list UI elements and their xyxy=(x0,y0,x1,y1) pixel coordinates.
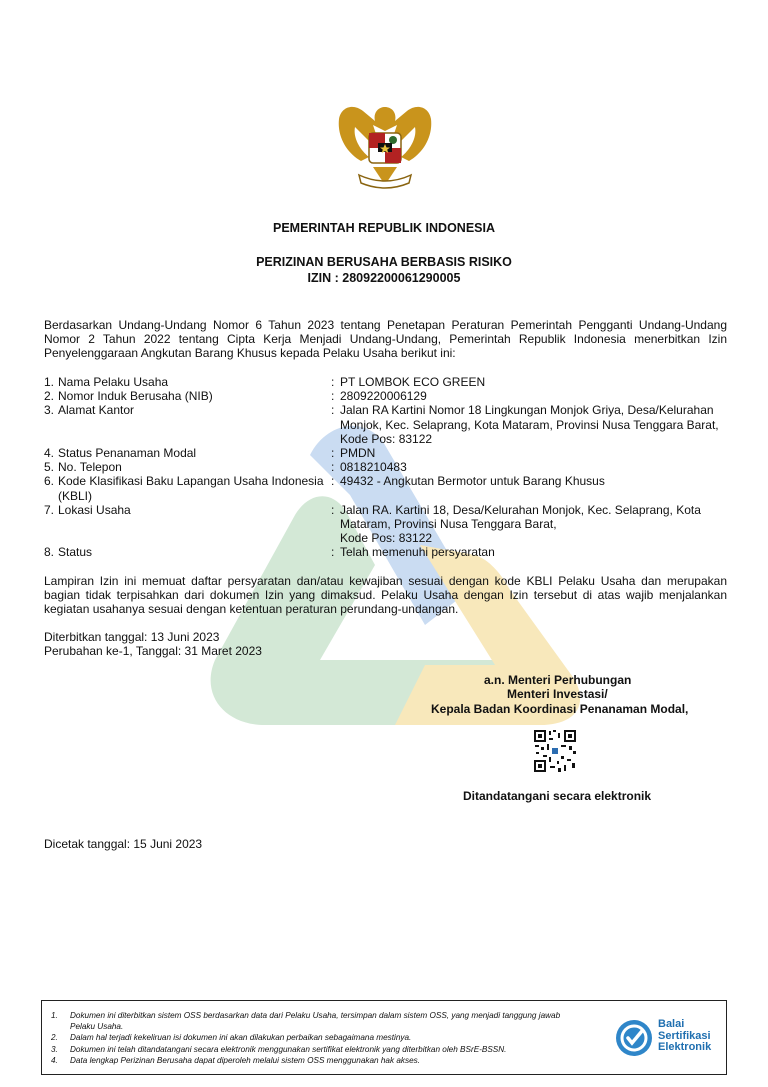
amendment-date: Perubahan ke-1, Tanggal: 31 Maret 2023 xyxy=(44,644,262,658)
business-details xyxy=(44,375,734,560)
field-value-line3: Kode Pos: 83122 xyxy=(340,531,433,546)
field-business-name: 1. Nama Pelaku Usaha : PT LOMBOK ECO GREEN xyxy=(44,375,734,389)
signatory-line-2: Menteri Investasi/ xyxy=(507,687,608,701)
field-number: 3. xyxy=(44,403,55,418)
bsre-line-3: Elektronik xyxy=(658,1041,712,1053)
field-status: 8. Status : Telah memenuhi persyaratan xyxy=(44,545,734,559)
field-value: Jalan RA. Kartini 18, Desa/Kelurahan Monjok, Kec. Selaprang, Kota xyxy=(340,502,701,517)
bsre-logo xyxy=(614,1016,714,1060)
field-number: 7. xyxy=(44,502,55,517)
footnote-item: 2. Dalam hal terjadi kekeliruan isi dokumen ini akan dilakukan perbaikan sebagaimana mestinya. xyxy=(51,1033,412,1043)
field-label: Nama Pelaku Usaha xyxy=(58,375,169,389)
field-label: Lokasi Usaha xyxy=(58,502,131,517)
issued-date: Diterbitkan tanggal: 13 Juni 2023 xyxy=(44,630,220,644)
document-title: PERIZINAN BERUSAHA BERBASIS RISIKO xyxy=(256,255,512,269)
field-value: 49432 - Angkutan Bermotor untuk Barang Khusus xyxy=(340,474,605,489)
field-kbli: 6. Kode Klasifikasi Baku Lapangan Usaha Indonesia (KBLI) : 49432 - Angkutan Bermotor untuk Barang Khusus xyxy=(44,474,734,502)
field-value-line3: Kode Pos: 83122 xyxy=(340,431,433,446)
field-value: PT LOMBOK ECO GREEN xyxy=(340,375,486,389)
field-office-address: 3. Alamat Kantor : Jalan RA Kartini Nomor 18 Lingkungan Monjok Griya, Desa/Kelurahan Monjok, Kec. Selaprang, Kota Mataram, Provinsi Nusa Tenggara Barat, Kode Pos: 83122 xyxy=(44,403,734,446)
field-number: 4. xyxy=(44,446,55,461)
field-label: Alamat Kantor xyxy=(58,403,135,418)
field-number: 6. xyxy=(44,474,55,489)
permit-number: IZIN : 28092200061290005 xyxy=(307,271,461,285)
field-phone: 5. No. Telepon : 0818210483 xyxy=(44,460,734,474)
footnote-item: 4. Data lengkap Perizinan Berusaha dapat diperoleh melalui sistem OSS menggunakan hak akses. xyxy=(51,1055,420,1065)
government-title: PEMERINTAH REPUBLIK INDONESIA xyxy=(272,221,495,235)
footnote-box xyxy=(41,1000,727,1075)
bsre-line-1: Balai xyxy=(658,1018,685,1030)
qr-code-icon[interactable] xyxy=(533,729,577,773)
field-value-line2: Monjok, Kec. Selaprang, Kota Mataram, Provinsi Nusa Tenggara Barat, xyxy=(340,417,719,432)
bsre-logo-icon xyxy=(614,1018,654,1058)
field-number: 2. xyxy=(44,389,55,404)
garuda-pancasila-icon xyxy=(333,97,437,195)
field-value: 2809220006129 xyxy=(340,389,427,404)
field-label: Nomor Induk Berusaha (NIB) xyxy=(58,389,213,404)
field-number: 1. xyxy=(44,375,55,389)
field-label-line2: (KBLI) xyxy=(58,488,93,503)
signatory-line-3: Kepala Badan Koordinasi Penanaman Modal, xyxy=(431,702,689,716)
printed-date: Dicetak tanggal: 15 Juni 2023 xyxy=(44,837,203,851)
field-value: 0818210483 xyxy=(340,460,407,475)
field-investment-status: 4. Status Penanaman Modal : PMDN xyxy=(44,446,734,460)
field-nib: 2. Nomor Induk Berusaha (NIB) : 2809220006129 xyxy=(44,389,734,403)
field-label: Kode Klasifikasi Baku Lapangan Usaha Indonesia xyxy=(58,474,324,489)
field-value: Jalan RA Kartini Nomor 18 Lingkungan Monjok Griya, Desa/Kelurahan xyxy=(340,403,714,418)
attachment-note: Lampiran Izin ini memuat daftar persyaratan dan/atau kewajiban sesuai dengan kode KBLI Pelaku Usaha dan merupakan bagian tidak terpisahkan dari dokumen Izin yang dimaksud. Pelaku Usaha dengan Izin tersebut di atas wajib menjalankan kegiatan usahanya sesuai dengan ketentuan peraturan perundang-undangan. xyxy=(44,574,727,617)
field-number: 5. xyxy=(44,460,55,475)
field-label: Status xyxy=(58,545,93,560)
footnote-list xyxy=(42,1001,610,1066)
intro-paragraph: Berdasarkan Undang-Undang Nomor 6 Tahun 2023 tentang Penetapan Peraturan Pemerintah Pengganti Undang-Undang Nomor 2 Tahun 2022 tentang Cipta Kerja Menjadi Undang-Undang, Pemerintah Republik Indonesia menerbitkan Izin Penyelenggaraan Angkutan Barang Khusus kepada Pelaku Usaha berikut ini: xyxy=(44,318,727,361)
field-number: 8. xyxy=(44,545,55,560)
field-value: PMDN xyxy=(340,446,376,461)
electronic-signature-note: Ditandatangani secara elektronik xyxy=(463,789,652,803)
field-value-line2: Mataram, Provinsi Nusa Tenggara Barat, xyxy=(340,517,557,532)
field-business-location: 7. Lokasi Usaha : Jalan RA. Kartini 18, Desa/Kelurahan Monjok, Kec. Selaprang, Kota Mataram, Provinsi Nusa Tenggara Barat, Kode Pos: 83122 xyxy=(44,503,734,546)
field-value: Telah memenuhi persyaratan xyxy=(340,545,495,560)
signatory-line-1: a.n. Menteri Perhubungan xyxy=(484,673,632,687)
field-label: Status Penanaman Modal xyxy=(58,446,197,461)
bsre-line-2: Sertifikasi xyxy=(658,1029,711,1042)
field-label: No. Telepon xyxy=(58,460,122,475)
footnote-item: 3. Dokumen ini telah ditandatangani secara elektronik menggunakan sertifikat elektronik yang diterbitkan oleh BSrE-BSSN. xyxy=(51,1044,507,1054)
footnote-item: 1. Dokumen ini diterbitkan sistem OSS berdasarkan data dari Pelaku Usaha, tersimpan dalam sistem OSS, yang menjadi tanggung jawab Pelaku Usaha. xyxy=(51,1011,561,1032)
